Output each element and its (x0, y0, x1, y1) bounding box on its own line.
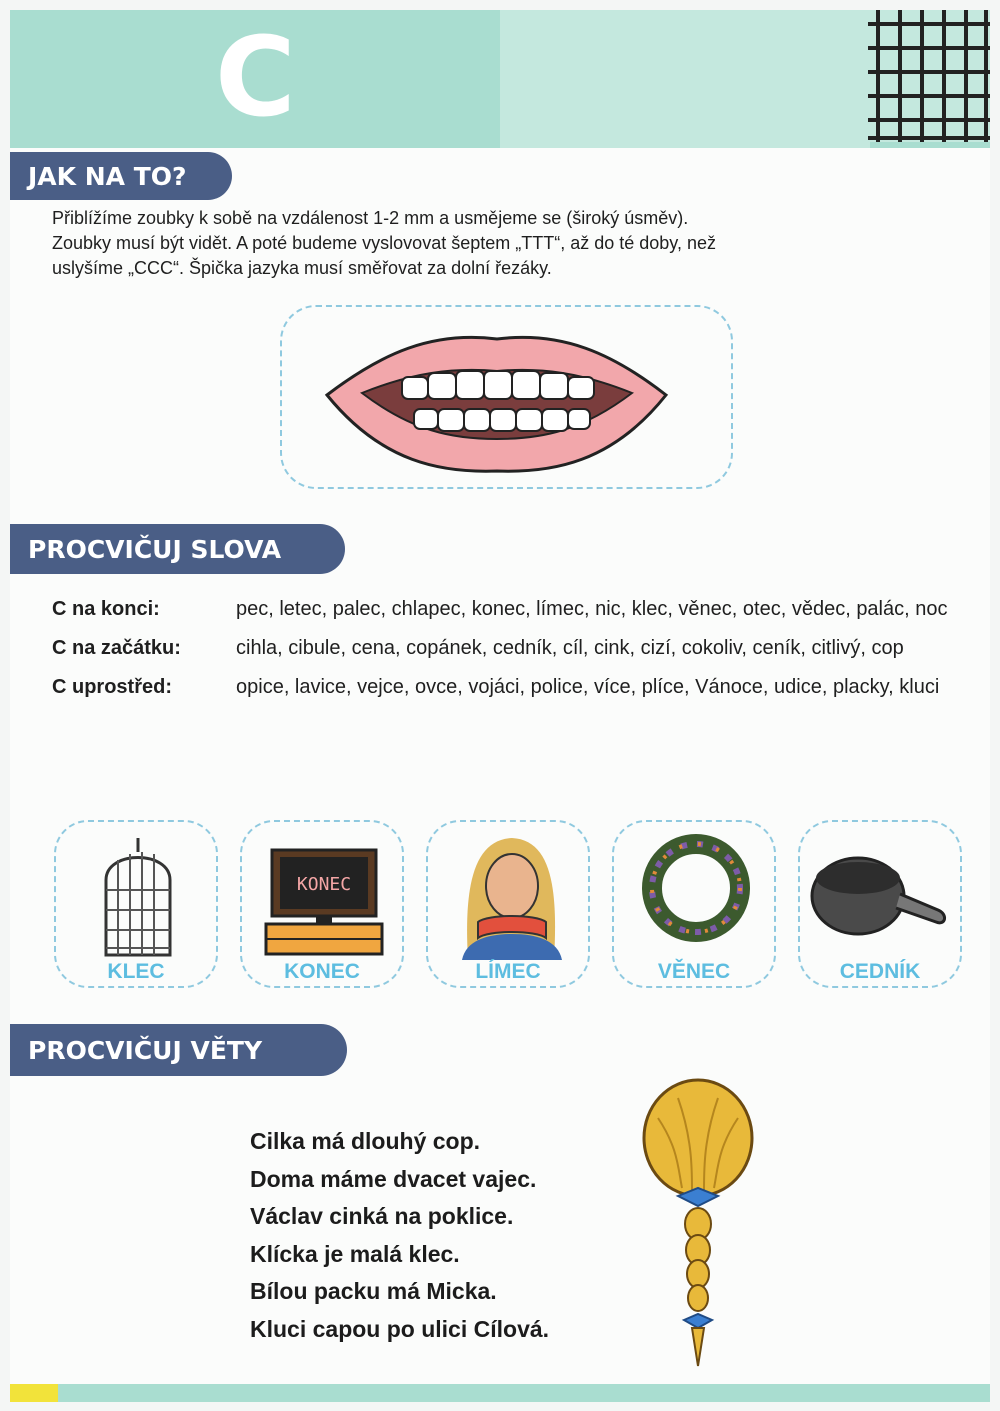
instruction-line: Přiblížíme zoubky k sobě na vzdálenost 1-2 mm a usmějeme se (široký úsměv). (52, 208, 689, 228)
picture-card-konec (240, 820, 404, 988)
section-tab-words (10, 524, 345, 574)
word-row-label: C uprostřed: (52, 676, 172, 698)
picture-cards (54, 820, 974, 990)
tv-screen-text: KONEC (296, 874, 352, 895)
card-label: VĚNEC (657, 960, 731, 983)
strainer-icon (806, 830, 956, 960)
picture-card-klec (54, 820, 218, 988)
sentence-item: Kluci capou po ulici Cílová. (250, 1315, 550, 1342)
bottom-bar (10, 1384, 990, 1402)
word-row-text: cihla, cibule, cena, copánek, cedník, cíl, cink, cizí, cokoliv, ceník, citlivý, cop (236, 637, 904, 659)
word-row (52, 676, 962, 699)
picture-card-cednik (798, 820, 962, 988)
mouth-illustration-icon (322, 313, 671, 473)
braid-illustration-icon (638, 1078, 758, 1368)
tv-konec-icon (262, 830, 386, 960)
letter-heading: C (215, 13, 296, 141)
picture-card-venec (612, 820, 776, 988)
word-row (52, 637, 962, 660)
card-label: KLEC (107, 960, 165, 983)
section-title-how-to: JAK NA TO? (28, 161, 187, 191)
sentence-item: Cilka má dlouhý cop. (250, 1128, 481, 1154)
wreath-icon (634, 830, 758, 960)
section-title-words: PROCVIČUJ SLOVA (28, 534, 282, 564)
card-label: LÍMEC (475, 960, 541, 983)
instructions-text (52, 206, 942, 281)
bottom-accent (10, 1384, 58, 1402)
word-row-label: C na začátku: (52, 637, 181, 659)
sentence-item: Bílou packu má Micka. (250, 1278, 497, 1304)
header-band-light (500, 10, 870, 148)
sentence-item: Václav cinká na poklice. (250, 1203, 514, 1229)
mouth-frame (280, 305, 733, 489)
section-tab-sentences (10, 1024, 347, 1076)
woman-collar-icon (448, 830, 572, 960)
worksheet-page (10, 10, 990, 1402)
word-row (52, 598, 962, 621)
grid-decoration-icon (868, 10, 990, 142)
word-row-label: C na konci: (52, 598, 160, 620)
birdcage-icon (76, 830, 200, 960)
sentence-item: Klícka je malá klec. (250, 1240, 460, 1267)
sentence-item: Doma máme dvacet vajec. (250, 1165, 537, 1192)
section-title-sentences: PROCVIČUJ VĚTY (28, 1035, 263, 1065)
sentence-list (250, 1123, 549, 1348)
picture-card-limec (426, 820, 590, 988)
section-tab-how-to (10, 152, 232, 200)
word-lists (52, 598, 962, 715)
word-row-text: pec, letec, palec, chlapec, konec, límec, nic, klec, věnec, otec, vědec, palác, noc (236, 598, 948, 620)
card-label: CEDNÍK (839, 960, 921, 983)
instruction-line: Zoubky musí být vidět. A poté budeme vyslovovat šeptem „TTT“, až do té doby, než (52, 233, 716, 253)
card-label: KONEC (284, 960, 360, 983)
word-row-text: opice, lavice, vejce, ovce, vojáci, police, více, plíce, Vánoce, udice, placky, kluci (236, 676, 940, 698)
instruction-line: uslyšíme „CCC“. Špička jazyka musí směřovat za dolní řezáky. (52, 258, 552, 278)
